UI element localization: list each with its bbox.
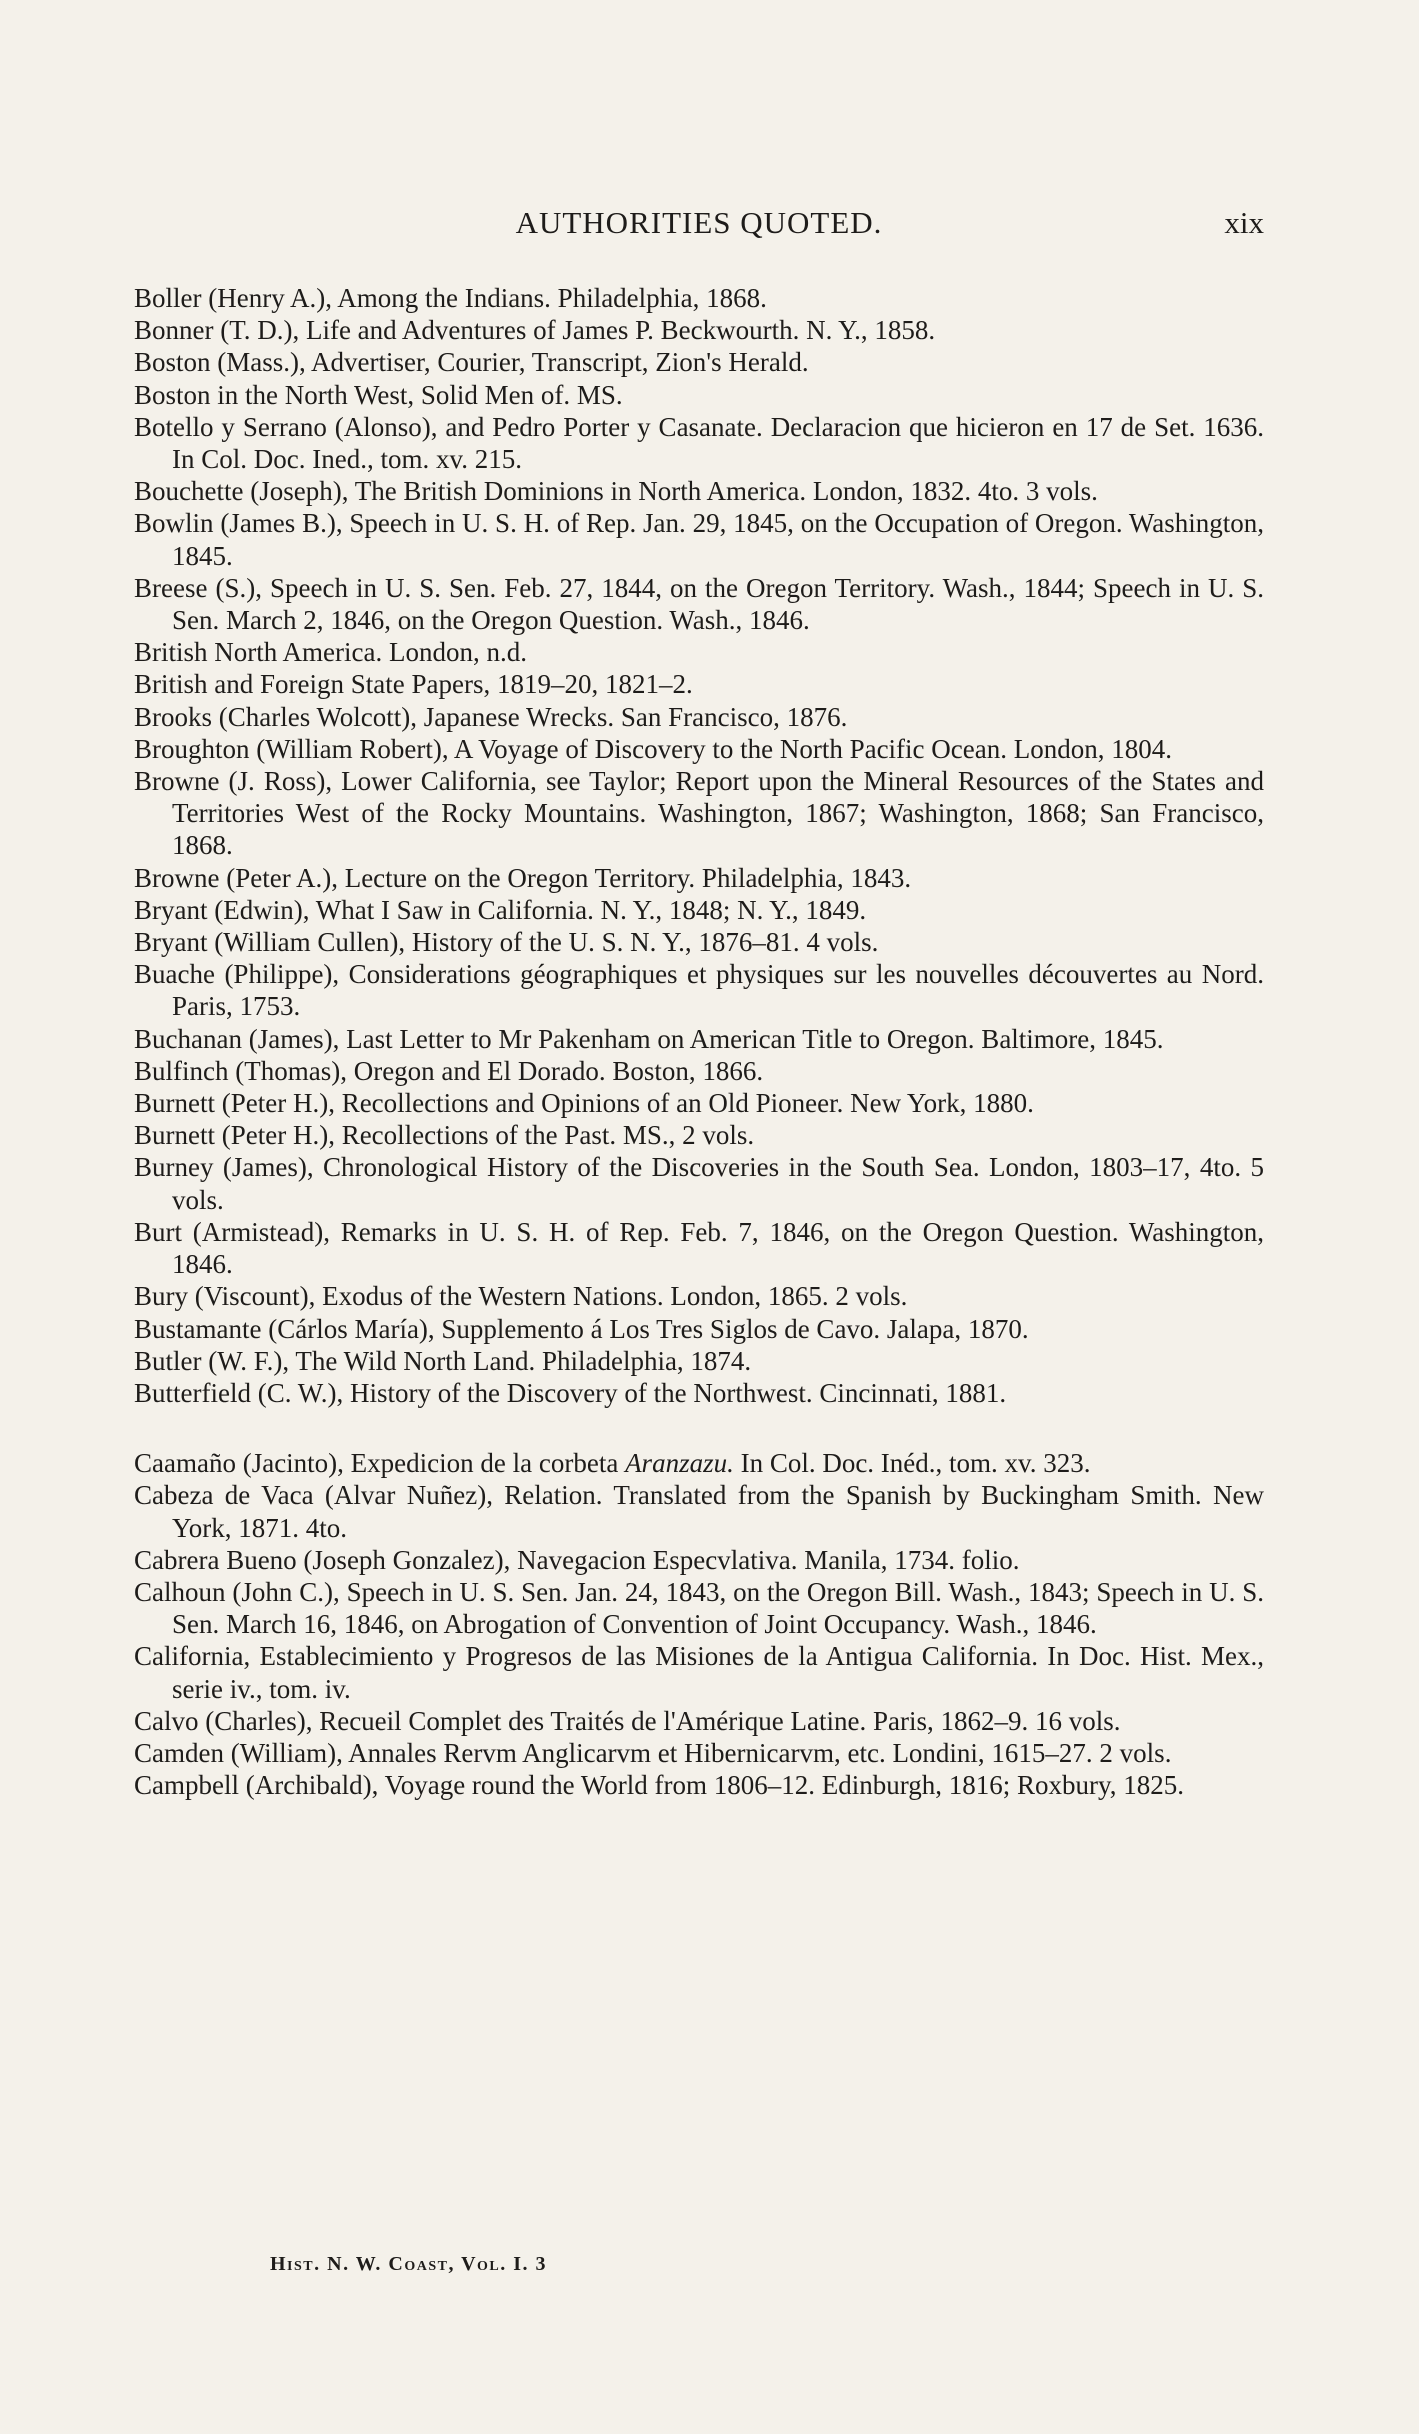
bibliography-section-c	[134, 1479, 1264, 1801]
bibliography-entry: Boston (Mass.), Advertiser, Courier, Transcript, Zion's Herald.	[134, 347, 809, 378]
signature-mark: Hist. N. W. Coast, Vol. I. 3	[270, 2253, 548, 2275]
bibliography-entry: Brooks (Charles Wolcott), Japanese Wrecks. San Francisco, 1876.	[134, 701, 848, 732]
bibliography-entry: Cabrera Bueno (Joseph Gonzalez), Navegacion Especvlativa. Manila, 1734. folio.	[134, 1544, 1020, 1575]
bibliography-entry: Bulfinch (Thomas), Oregon and El Dorado. Boston, 1866.	[134, 1055, 764, 1086]
bibliography-entry: Bryant (William Cullen), History of the U. S. N. Y., 1876–81. 4 vols.	[134, 927, 879, 958]
bibliography-entry: Butterfield (C. W.), History of the Discovery of the Northwest. Cincinnati, 1881.	[134, 1377, 1007, 1408]
section-gap	[134, 1409, 1264, 1447]
bibliography-entry: Burnett (Peter H.), Recollections of the Past. MS., 2 vols.	[134, 1120, 755, 1151]
bibliography-entry: Camden (William), Annales Rervm Anglicarvm et Hibernicarvm, etc. Londini, 1615–27. 2 vols.	[134, 1737, 1172, 1768]
bibliography-entry: Campbell (Archibald), Voyage round the World from 1806–12. Edinburgh, 1816; Roxbury, 1825.	[134, 1770, 1184, 1801]
bibliography-entry: Bryant (Edwin), What I Saw in California. N. Y., 1848; N. Y., 1849.	[134, 894, 867, 925]
bibliography-entry: Broughton (William Robert), A Voyage of Discovery to the North Pacific Ocean. London, 1804.	[134, 733, 1172, 764]
bibliography-entry: Boston in the North West, Solid Men of. MS.	[134, 379, 623, 410]
bibliography-entry: Buache (Philippe), Considerations géographiques et physiques sur les nouvelles découvertes au Nord. Paris, 1753.	[134, 959, 1264, 1022]
entry-text: In Col. Doc. Inéd., tom. xv. 323.	[733, 1448, 1091, 1479]
bibliography-entry: Bonner (T. D.), Life and Adventures of James P. Beckwourth. N. Y., 1858.	[134, 315, 936, 346]
bibliography-list	[134, 282, 1264, 1801]
page-number: xix	[1224, 205, 1264, 240]
bibliography-entry: Browne (Peter A.), Lecture on the Oregon Territory. Philadelphia, 1843.	[134, 862, 912, 893]
running-title: AUTHORITIES QUOTED.	[515, 205, 883, 240]
bibliography-entry: Bury (Viscount), Exodus of the Western Nations. London, 1865. 2 vols.	[134, 1281, 908, 1312]
bibliography-entry: Boller (Henry A.), Among the Indians. Philadelphia, 1868.	[134, 283, 767, 313]
bibliography-entry: Butler (W. F.), The Wild North Land. Philadelphia, 1874.	[134, 1345, 752, 1376]
bibliography-entry: Cabeza de Vaca (Alvar Nuñez), Relation. Translated from the Spanish by Buckingham Smith. New York, 1871. 4to.	[134, 1480, 1264, 1543]
bibliography-entry: Bouchette (Joseph), The British Dominions in North America. London, 1832. 4to. 3 vols.	[134, 476, 1098, 507]
running-head	[134, 205, 1264, 245]
bibliography-entry: Burney (James), Chronological History of the Discoveries in the South Sea. London, 1803–17, 4to. 5 vols.	[134, 1152, 1264, 1215]
bibliography-entry: Bowlin (James B.), Speech in U. S. H. of Rep. Jan. 29, 1845, on the Occupation of Oregon. Washington, 1845.	[134, 508, 1264, 571]
bibliography-entry: California, Establecimiento y Progresos de las Misiones de la Antigua California. In Doc. Hist. Mex., serie iv., tom. iv.	[134, 1641, 1264, 1704]
bibliography-entry: Calhoun (John C.), Speech in U. S. Sen. Jan. 24, 1843, on the Oregon Bill. Wash., 1843; Speech in U. S. Sen. March 16, 1846, on Abrogation of Convention of Joint Occupancy. Wash., 1846.	[134, 1576, 1264, 1640]
ship-name: Aranzazu.	[625, 1448, 734, 1479]
bibliography-entry: Browne (J. Ross), Lower California, see Taylor; Report upon the Mineral Resources of the States and Territories West of the Rocky Mountains. Washington, 1867; Washington, 1868; San Francisco, 1868.	[134, 766, 1264, 861]
bibliography-entry: Bustamante (Cárlos María), Supplemento á Los Tres Siglos de Cavo. Jalapa, 1870.	[134, 1313, 1029, 1344]
bibliography-entry: British North America. London, n.d.	[134, 637, 527, 668]
bibliography-entry: Botello y Serrano (Alonso), and Pedro Porter y Casanate. Declaracion que hicieron en 17 de Set. 1636. In Col. Doc. Ined., tom. xv. 215.	[134, 411, 1264, 475]
bibliography-entry: Breese (S.), Speech in U. S. Sen. Feb. 27, 1844, on the Oregon Territory. Wash., 1844; Speech in U. S. Sen. March 2, 1846, on the Oregon Question. Wash., 1846.	[134, 572, 1264, 636]
bibliography-entry: Burt (Armistead), Remarks in U. S. H. of Rep. Feb. 7, 1846, on the Oregon Question. Washington, 1846.	[134, 1216, 1264, 1280]
bibliography-entry: Burnett (Peter H.), Recollections and Opinions of an Old Pioneer. New York, 1880.	[134, 1088, 1034, 1119]
bibliography-entry: British and Foreign State Papers, 1819–20, 1821–2.	[134, 669, 693, 700]
bibliography-section-b	[134, 282, 1264, 1409]
bibliography-entry: Calvo (Charles), Recueil Complet des Traités de l'Amérique Latine. Paris, 1862–9. 16 vols.	[134, 1705, 1121, 1736]
bibliography-entry: Buchanan (James), Last Letter to Mr Pakenham on American Title to Oregon. Baltimore, 1845.	[134, 1023, 1164, 1054]
bibliography-entry	[134, 1447, 1264, 1479]
entry-text: Caamaño (Jacinto), Expedicion de la corbeta	[134, 1448, 626, 1479]
